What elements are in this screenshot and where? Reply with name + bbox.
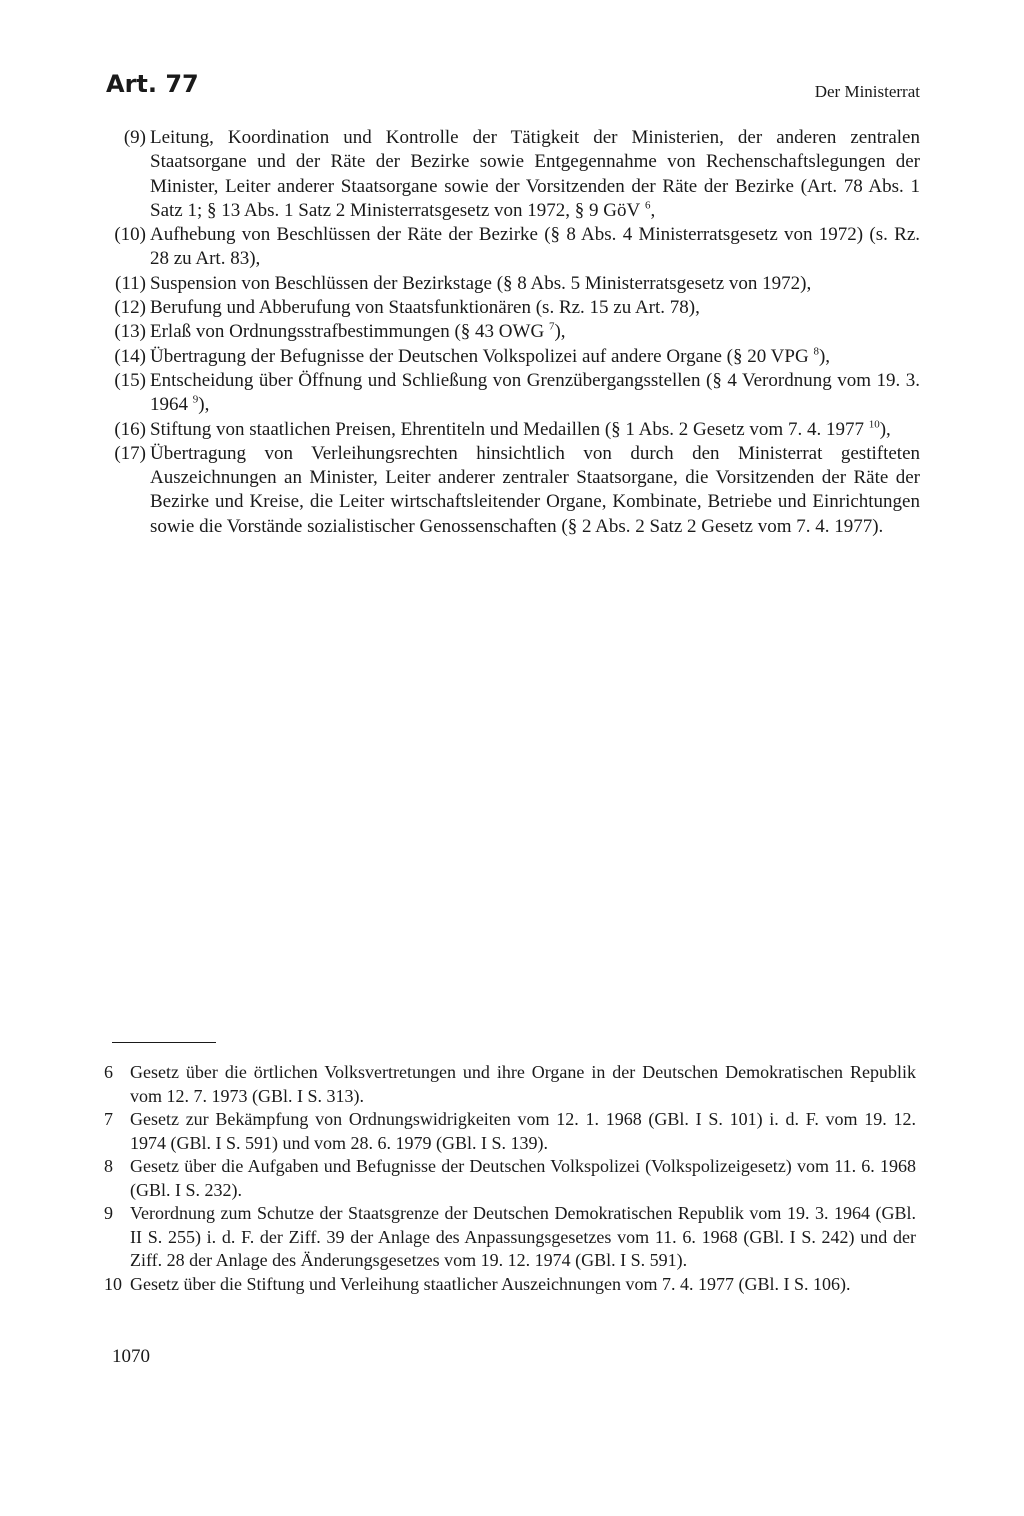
list-item (104, 442, 920, 539)
footnote-ref: 9 (192, 393, 199, 406)
item-number: (14) (114, 345, 146, 367)
item-text: Suspension von Beschlüssen der Bezirkstage (§ 8 Abs. 5 Ministerratsgesetz von 1972), (150, 272, 812, 294)
item-number: (12) (114, 297, 146, 319)
running-head: Der Ministerrat (814, 82, 920, 101)
footnote-text: Gesetz über die Stiftung und Verleihung staatlicher Auszeichnungen vom 7. 4. 1977 (GBl. I S. 106). (130, 1273, 851, 1294)
item-text: Berufung und Abberufung von Staatsfunktionären (s. Rz. 15 zu Art. 78), (150, 297, 700, 319)
list-item (104, 320, 920, 344)
footnote-text: Gesetz zur Bekämpfung von Ordnungswidrigkeiten vom 12. 1. 1968 (GBl. I S. 101) i. d. F. vom 19. 12. 1974 (GBl. I S. 591) und vom 28. 6. 1979 (GBl. I S. 139). (130, 1109, 916, 1153)
item-text: Leitung, Koordination und Kontrolle der Tätigkeit der Ministerien, der anderen zentralen Staatsorgane und der Räte der Bezirke sowie Entgegennahme von Rechenschaftslegungen der Minister, Leiter anderer Staatsorgane sowie der Vorsitzenden der Räte der Bezirke (Art. 78 Abs. 1 Satz 1; § 13 Abs. 1 Satz 2 Ministerratsgesetz von 1972, § 9 GöV $^6$, (150, 127, 920, 221)
footnote-number: 8 (104, 1156, 113, 1176)
item-number: (16) (114, 418, 146, 440)
article-title: Art. 77 (106, 70, 199, 98)
footnote-text: Gesetz über die Aufgaben und Befugnisse der Deutschen Volkspolizei (Volkspolizeigesetz) vom 11. 6. 1968 (GBl. I S. 232). (130, 1156, 916, 1200)
list-item (104, 369, 920, 418)
footnote-number: 6 (104, 1062, 113, 1082)
list-item (104, 345, 920, 369)
item-number: (9) (123, 127, 146, 148)
item-text: Entscheidung über Öffnung und Schließung von Grenzübergangsstellen (§ 4 Verordnung vom 19. 3. 1964 $^9$), (150, 369, 920, 416)
footnote-text: Gesetz über die örtlichen Volksvertretungen und ihre Organe in der Deutschen Demokratischen Republik vom 12. 7. 1973 (GBl. I S. 313). (130, 1062, 916, 1106)
footnote-number: 9 (104, 1203, 113, 1223)
footnote (104, 1273, 916, 1297)
footnote-ref: 6 (645, 199, 651, 212)
item-text: Aufhebung von Beschlüssen der Räte der Bezirke (§ 8 Abs. 4 Ministerratsgesetz von 1972) (s. Rz. 28 zu Art. 83), (150, 224, 920, 270)
footnote-number: 10 (104, 1273, 122, 1294)
footnote (104, 1108, 916, 1155)
footnote-ref: 8 (813, 345, 819, 358)
list-item (104, 296, 920, 320)
footnotes (104, 1061, 916, 1296)
list-item (104, 418, 920, 442)
item-text: Erlaß von Ordnungsstrafbestimmungen (§ 43 OWG $^7$), (150, 321, 566, 343)
item-number: (10) (114, 224, 146, 246)
item-text: Übertragung der Befugnisse der Deutschen Volkspolizei auf andere Organe (§ 20 VPG $^8$), (150, 345, 831, 367)
list-item (104, 272, 920, 296)
footnote-text: Verordnung zum Schutze der Staatsgrenze der Deutschen Demokratischen Republik vom 19. 3. 1964 (GBl. II S. 255) i. d. F. der Ziff. 39 der Anlage des Anpassungsgesetzes vom 11. 6. 1968 (GBl. I S. 242) und der Ziff. 28 der Anlage des Änderungsgesetzes vom 19. 12. 1974 (GBl. I S. 591). (130, 1203, 916, 1270)
page-number: 1070 (112, 1346, 150, 1367)
footnote (104, 1202, 916, 1273)
footnote-divider (112, 1042, 216, 1043)
item-number: (17) (114, 442, 146, 464)
list-item (104, 126, 920, 223)
item-number: (11) (115, 272, 146, 294)
footnote-ref: 10 (868, 418, 880, 431)
item-text: Stiftung von staatlichen Preisen, Ehrentiteln und Medaillen (§ 1 Abs. 2 Gesetz vom 7. 4. 1977 $^{10}$), (150, 418, 891, 440)
item-text: Übertragung von Verleihungsrechten hinsichtlich von durch den Ministerrat gestifteten Auszeichnungen an Minister, Leiter anderer zentraler Staatsorgane, die Vorsitzenden der Räte der Bezirke und Kreise, die Leiter wirtschaftsleitender Organe, Kombinate, Betriebe und Einrichtungen sowie die Vorstände sozialistischer Genossenschaften (§ 2 Abs. 2 Satz 2 Gesetz vom 7. 4. 1977). (150, 442, 920, 537)
footnote (104, 1155, 916, 1202)
footnote (104, 1061, 916, 1108)
footnote-ref: 7 (548, 321, 555, 334)
list-item (104, 223, 920, 272)
enumerated-list (104, 126, 920, 539)
footnote-number: 7 (104, 1109, 113, 1129)
item-number: (15) (114, 369, 146, 391)
item-number: (13) (114, 321, 146, 343)
